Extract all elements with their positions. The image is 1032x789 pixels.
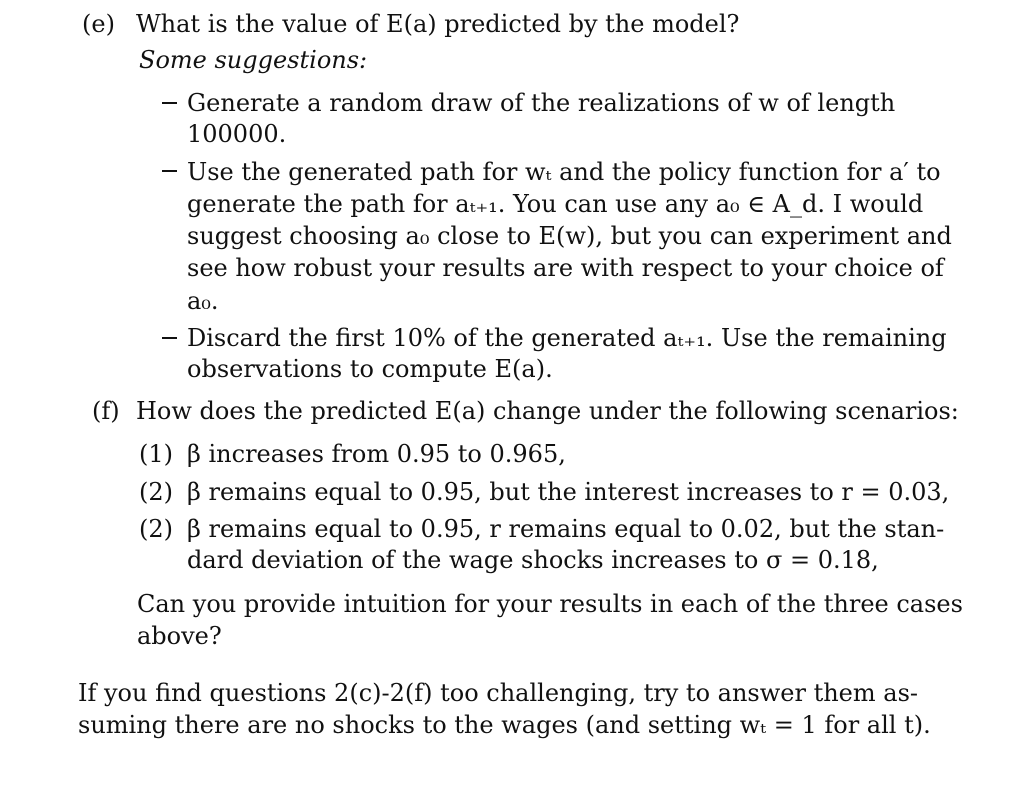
scenario-3-line-2: dard deviation of the wage shocks increases to σ = 0.18, — [187, 546, 879, 574]
section-f-question: How does the predicted E(a) change under the following scenarios: — [136, 397, 959, 425]
closing-line-2: suming there are no shocks to the wages (and setting wₜ = 1 for all t). — [78, 711, 931, 739]
section-e-question: What is the value of E(a) predicted by the model? — [136, 10, 740, 38]
bullet-2-line-2: generate the path for aₜ₊₁. You can use any a₀ ∈ A_d. I would — [187, 190, 924, 218]
scenario-2-label: (2) — [139, 478, 173, 506]
bullet-dash-1 — [162, 102, 177, 104]
scenario-1-line-1: β increases from 0.95 to 0.965, — [187, 440, 566, 468]
scenario-1-label: (1) — [139, 440, 173, 468]
bullet-2-line-4: see how robust your results are with respect to your choice of — [187, 254, 944, 282]
bullet-dash-2 — [162, 170, 177, 172]
bullet-3-line-1: Discard the first 10% of the generated aₜ₊₁. Use the remaining — [187, 324, 947, 352]
scenario-2-line-1: β remains equal to 0.95, but the interest increases to r = 0.03, — [187, 478, 950, 506]
bullet-2-line-5: a₀. — [187, 287, 219, 315]
bullet-3-line-2: observations to compute E(a). — [187, 355, 553, 383]
scenario-3-label: (2) — [139, 515, 173, 543]
section-e-suggestions-label: Some suggestions: — [139, 46, 368, 74]
scenario-3-line-1: β remains equal to 0.95, r remains equal to 0.02, but the stan- — [187, 515, 945, 543]
bullet-1-line-1: Generate a random draw of the realizations of w of length — [187, 89, 896, 117]
bullet-dash-3 — [162, 337, 177, 339]
section-e-label: (e) — [82, 10, 115, 38]
followup-line-1: Can you provide intuition for your results in each of the three cases — [137, 590, 963, 618]
section-f-label: (f) — [92, 397, 120, 425]
followup-line-2: above? — [137, 622, 222, 650]
bullet-2-line-1: Use the generated path for wₜ and the policy function for a′ to — [187, 158, 941, 186]
bullet-2-line-3: suggest choosing a₀ close to E(w), but you can experiment and — [187, 222, 952, 250]
bullet-1-line-2: 100000. — [187, 120, 287, 148]
closing-line-1: If you find questions 2(c)-2(f) too challenging, try to answer them as- — [78, 679, 918, 707]
